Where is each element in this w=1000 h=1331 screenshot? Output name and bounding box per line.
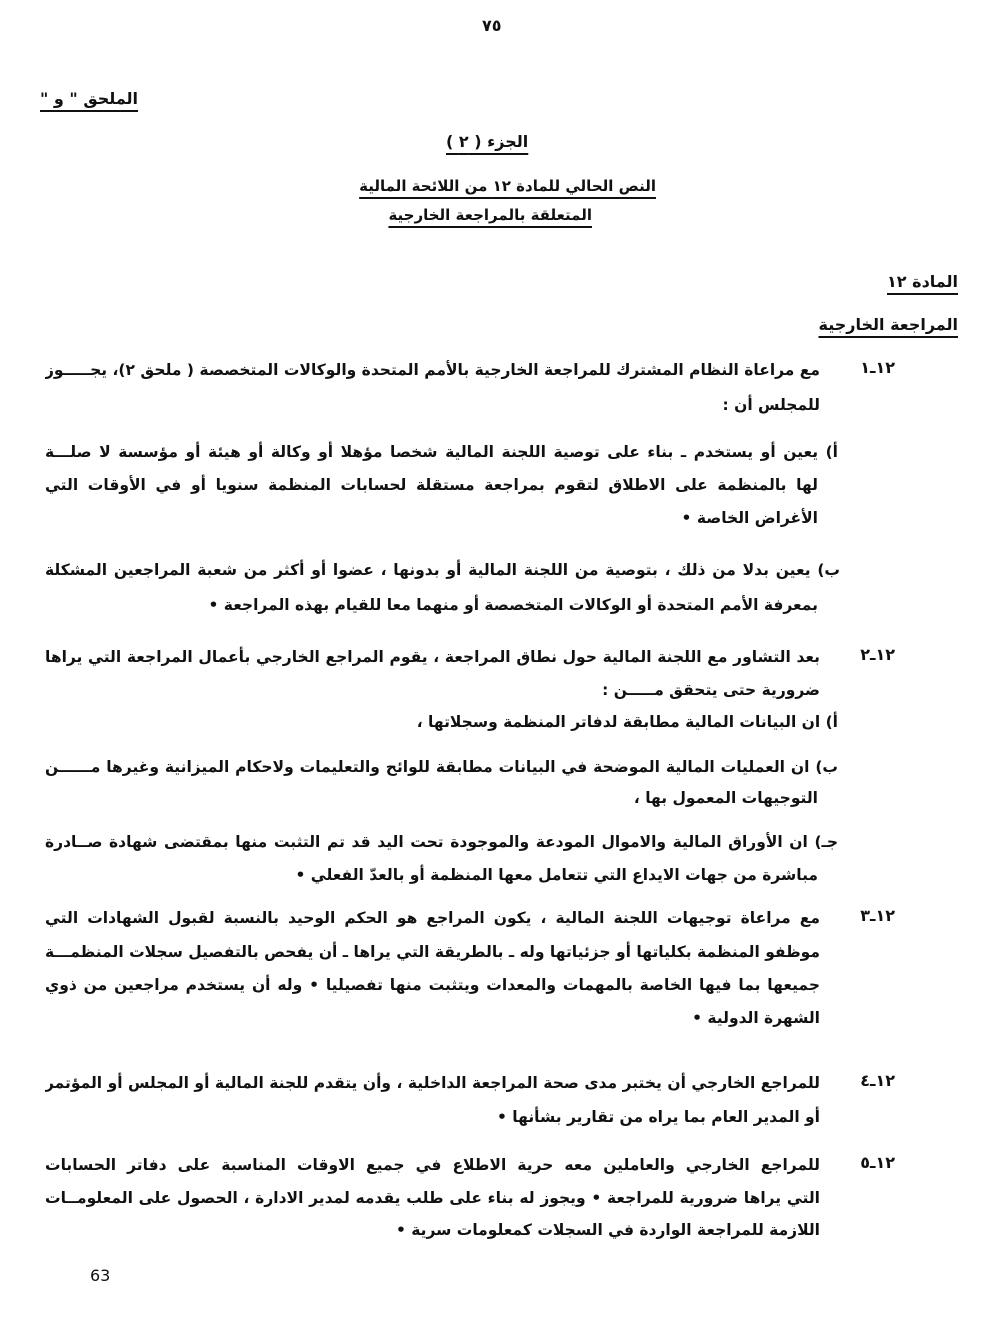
part-heading: الجزء ( ٢ ) [446,132,529,151]
title-line-2: المتعلقة بالمراجعة الخارجية [388,206,592,224]
text-line: بمعرفة الأمم المتحدة أو الوكالات المتخصصة أو منهما معا للقيام بهذه المراجعة • [208,596,818,614]
text-line: جـ) ان الأوراق المالية والاموال المودعة والموجودة تحت اليد قد تم التثبت منها بمقتضى شهادة صــادرة [45,833,838,851]
text-line: للمراجع الخارجي والعاملين معه حرية الاطلاع في جميع الاوقات المناسبة على دفاتر الحسابات [45,1156,820,1174]
text-line: جميعها بما فيها الخاصة بالمهمات والمعدات ويتثبت منها تفصيليا • وله أن يستخدم مراجعين من ذوي [45,976,820,994]
text-line: مع مراعاة النظام المشترك للمراجعة الخارجية بالأمم المتحدة والوكالات المتخصصة ( ملحق ٢)، يجـــــوز [45,361,820,379]
text-line: ضرورية حتى يتحقق مـــــن : [602,681,820,699]
section-number: ١٢ـ١ [860,358,895,377]
annex-label: الملحق " و " [40,89,139,108]
text-line: مع مراعاة توجيهات اللجنة المالية ، يكون المراجع هو الحكم الوحيد بالنسبة لقبول الشهادات التي [45,909,820,927]
text-line: الشهرة الدولية • [692,1009,820,1027]
section-number: ١٢ـ٣ [860,906,895,925]
title-line-1: النص الحالي للمادة ١٢ من اللائحة المالية [359,177,656,195]
section-number: ١٢ـ٥ [860,1153,895,1172]
text-line: مباشرة من جهات الايداع التي تتعامل معها المنظمة أو بالعدّ الفعلي • [295,866,818,884]
text-line: أ) ان البيانات المالية مطابقة لدفاتر المنظمة وسجلاتها ، [416,713,838,731]
text-line: الأغراض الخاصة • [681,509,818,527]
section-number: ١٢ـ٢ [860,645,895,664]
text-line: بعد التشاور مع اللجنة المالية حول نطاق المراجعة ، يقوم المراجع الخارجي بأعمال المراجعة التي يراها [45,648,820,666]
text-line: اللازمة للمراجعة الواردة في السجلات كمعلومات سرية • [395,1221,820,1239]
text-line: ب) ان العمليات المالية الموضحة في البيانات مطابقة للوائح والتعليمات ولاحكام الميزانية وغيرها مــــــن [45,758,838,776]
text-line: لها بالمنظمة على الاطلاق لتقوم بمراجعة مستقلة لحسابات المنظمة سنويا أو في الأوقات التي [45,476,818,494]
article-title: المادة ١٢ [887,272,958,291]
text-line: أ) يعين أو يستخدم ـ بناء على توصية اللجنة المالية شخصا مؤهلا أو وكالة أو هيئة أو مؤسسة لا صلـــة [45,443,838,461]
section-number: ١٢ـ٤ [860,1071,895,1090]
text-line: ب) يعين بدلا من ذلك ، بتوصية من اللجنة المالية أو بدونها ، عضوا أو أكثر من شعبة المراجعين المشكلة [45,561,840,579]
text-line: أو المدير العام بما يراه من تقارير بشأنها • [497,1108,820,1126]
text-line: للمراجع الخارجي أن يختبر مدى صحة المراجعة الداخلية ، وأن يتقدم للجنة المالية أو المجلس أو المؤتمر [45,1074,820,1092]
text-line: للمجلس أن : [722,396,820,414]
text-line: موظفو المنظمة بكلياتها أو جزئياتها وله ـ بالطريقة التي يراها ـ أن يفحص بالتفصيل سجلات المنظمـــة [45,943,820,961]
page-number-bottom: 63 [90,1266,111,1285]
text-line: التي يراها ضرورية للمراجعة • ويجوز له بناء على طلب يقدمه لمدير الادارة ، الحصول على المعلومــات [45,1189,820,1207]
text-line: التوجيهات المعمول بها ، [633,789,818,807]
article-heading: المراجعة الخارجية [818,315,958,334]
page-number-top: ٧٥ [482,16,502,35]
